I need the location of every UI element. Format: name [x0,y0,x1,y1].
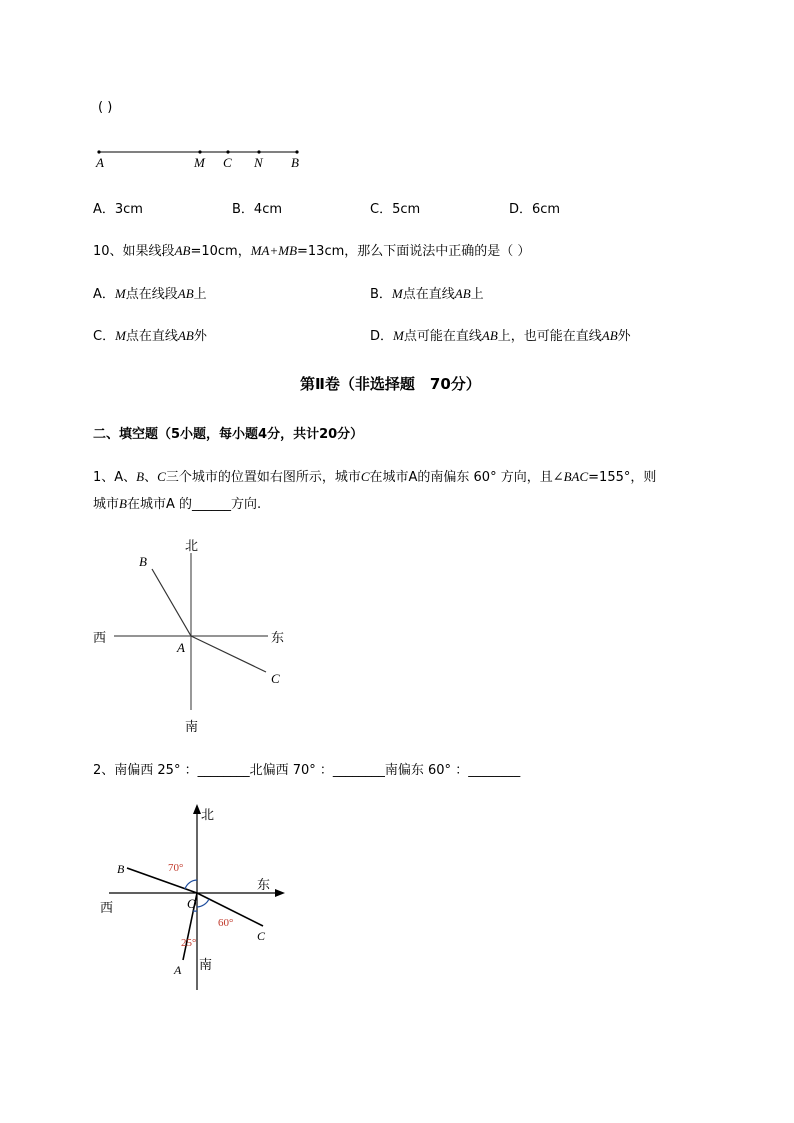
label-west: 西 [93,631,107,646]
point-label-c: C [223,155,232,170]
option-prefix: B． [370,287,392,302]
angle-bac: ∠BAC [552,469,589,484]
var-ab: AB [601,328,618,343]
segment-diagram [0,140,794,200]
option-end: 外 [617,329,631,344]
f1-line1 [93,468,656,487]
direction-diagram-1 [90,535,310,735]
q9-option-a: A．3cm [93,202,143,217]
var-ab: AB [481,328,498,343]
q10-option-a [93,285,207,304]
angle-label-25: 25° [181,937,197,949]
var-ab: AB [177,328,194,343]
f1-text: 城市 [93,497,120,512]
point-n-dot [257,150,260,153]
option-text: 点在直线 [402,287,455,302]
point-label-a: A [96,155,104,170]
north-arrow-icon [193,804,201,814]
point-a-dot [97,150,100,153]
east-arrow-icon [275,889,285,897]
point-label-m: M [194,155,205,170]
point-label-n: N [254,155,263,170]
ray-ac [191,636,266,672]
point-label-a: A [174,963,182,977]
var-m: M [393,328,404,343]
q9-option-d: D．6cm [509,202,561,217]
point-label-a: A [177,640,185,655]
var-ab: AB [454,286,471,301]
f1-text: =155°，则 [588,470,657,485]
label-east: 东 [271,631,285,646]
option-prefix: A． [93,287,115,302]
angle-label-70: 70° [168,862,184,874]
var-b: B [136,469,145,484]
label-west: 西 [100,901,114,916]
q10-number: 10、 [93,244,123,259]
q10-eq1: =10cm， [190,244,251,259]
q10-eq2: =13cm，那么下面说法中正确的是（ ） [297,244,531,259]
q10-option-d [370,327,631,346]
f1-line2 [93,495,261,514]
label-north: 北 [201,808,215,823]
q10-option-c [93,327,207,346]
option-text: 点在直线 [125,329,178,344]
var-b: B [119,496,127,511]
q10-option-b [370,285,484,304]
option-end: 外 [193,329,207,344]
f1-text: 在城市A 的______方向. [126,497,262,512]
option-text: 点可能在直线 [403,329,482,344]
label-south: 南 [185,720,199,735]
point-m-dot [198,150,201,153]
f2-line: 2、南偏西 25° ：________北偏西 70° ：________南偏东 60° ：________ [93,763,521,778]
q10-stem [93,242,530,261]
f1-text: 三个城市的位置如右图所示，城市 [165,470,361,485]
q10-ma-mb: MA+MB [250,243,298,258]
var-m: M [114,286,126,301]
q10-text-a: 如果线段 [122,244,175,259]
point-label-b: B [117,862,125,876]
q10-ab: AB [174,243,191,258]
point-b-dot [295,150,298,153]
var-m: M [115,328,126,343]
point-label-c: C [271,671,280,686]
point-label-o: O [187,896,197,911]
point-label-b: B [291,155,299,170]
q9-option-b: B．4cm [232,202,283,217]
f1-text: 1、A、 [93,470,137,485]
point-label-c: C [257,929,266,943]
var-c: C [157,469,166,484]
option-text: 点在线段 [125,287,178,302]
q9-option-c: C．5cm [370,202,421,217]
var-ab: AB [177,286,194,301]
option-prefix: C． [93,329,116,344]
angle-label-60: 60° [218,917,234,929]
point-label-b: B [139,554,147,569]
f1-text: 在城市A的南偏东 60° 方向，且 [369,470,553,485]
ray-ab [152,569,191,636]
option-prefix: D． [370,329,394,344]
label-south: 南 [199,958,213,973]
option-mid: 上，也可能在直线 [497,329,602,344]
fill-in-heading: 二、填空题（5小题，每小题4分，共计20分） [93,427,364,442]
direction-diagram-2 [95,800,315,1000]
f1-sep: 、 [144,470,158,485]
label-north: 北 [185,539,199,554]
var-m: M [391,286,403,301]
option-end: 上 [193,287,207,302]
arc-60 [197,899,209,907]
ray-ob [127,868,197,893]
arc-70 [185,880,197,889]
point-c-dot [226,150,229,153]
var-c: C [360,469,370,484]
label-east: 东 [257,878,271,893]
option-end: 上 [470,287,484,302]
section-title: 第Ⅱ卷（非选择题 70分） [300,375,481,393]
q9-answer-bracket: ( ) [98,100,113,115]
